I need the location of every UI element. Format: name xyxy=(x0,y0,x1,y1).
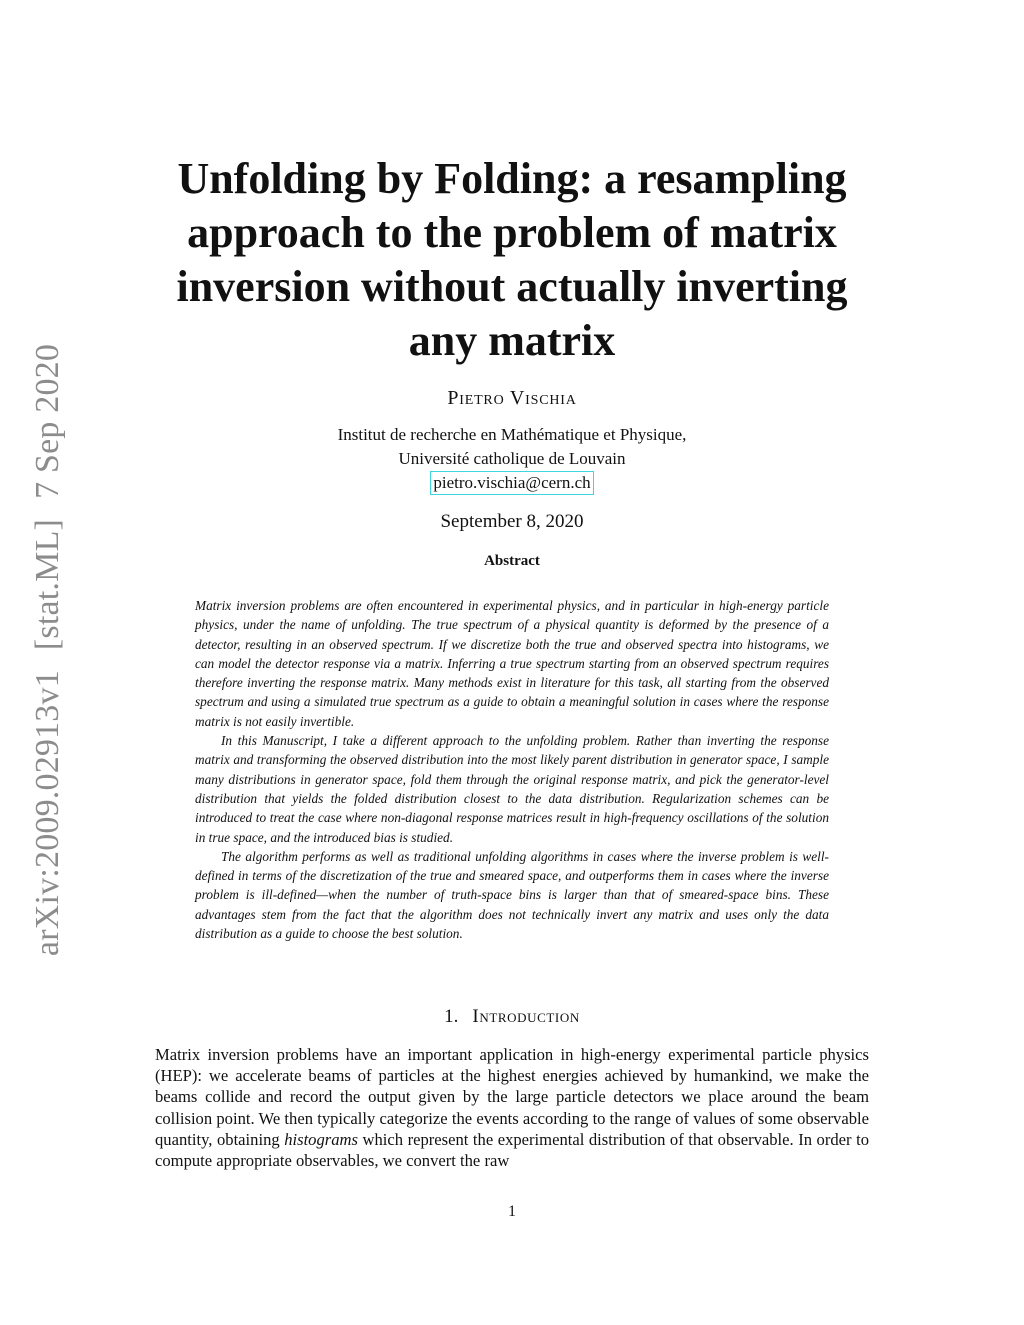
section-title: Introduction xyxy=(472,1006,580,1027)
intro-text-start: Matrix inversion problems have an important application in high-energy experimental particle physics (HEP): we accelerate beams of particles at the highest energies achieved by humankind, we make the beams collide and record the output given by the large particle detectors we place around the beam collision point. We then typically categorize the events according to the range of values of some observable quantity, obtaining xyxy=(155,1045,869,1149)
section-heading-introduction xyxy=(212,1006,812,1028)
author-email-link[interactable]: pietro.vischia@cern.ch xyxy=(430,471,593,495)
abstract-paragraph-1: Matrix inversion problems are often encountered in experimental physics, and in particular in high-energy particle physics, under the name of unfolding. The true spectrum of a physical quantity is deformed by the presence of a detector, resulting in an observed spectrum. If we discretize both the true and observed spectra into histograms, we can model the detector response via a matrix. Inferring a true spectrum starting from an observed spectrum requires therefore inverting the response matrix. Many methods exist in literature for this task, all starting from the observed spectrum and using a simulated true spectrum as a guide to obtain a meaningful solution in cases where the response matrix is not easily invertible. xyxy=(195,598,829,729)
arxiv-category: [stat.ML] xyxy=(29,518,66,651)
page-number: 1 xyxy=(508,1203,516,1220)
introduction-body xyxy=(155,1044,869,1171)
affiliation-block xyxy=(212,423,812,495)
intro-italic-term: histograms xyxy=(284,1129,358,1149)
abstract-body xyxy=(195,596,829,943)
publication-date: September 8, 2020 xyxy=(440,511,584,532)
arxiv-identifier-stamp xyxy=(29,344,67,956)
paper-title: Unfolding by Folding: a resampling approach to the problem of matrix inversion without actually inverting any matrix xyxy=(176,154,848,365)
abstract-paragraph-2: In this Manuscript, I take a different approach to the unfolding problem. Rather than inverting the response matrix and transforming the observed distribution into the most likely parent distribution in generator space, I sample many distributions in generator space, fold them through the original response matrix, and pick the generator-level distribution that yields the folded distribution closest to the data distribution. Regularization schemes can be introduced to treat the case where non-diagonal response matrices result in high-frequency oscillations of the solution in true space, and the introduced bias is studied. xyxy=(195,733,829,845)
section-number: 1. xyxy=(444,1006,459,1027)
abstract-paragraph-3: The algorithm performs as well as traditional unfolding algorithms in cases where the inverse problem is well-defined in terms of the discretization of the true and smeared space, and outperforms them in cases where the inverse problem is ill-defined—when the number of truth-space bins is larger than that of smeared-space bins. These advantages stem from the fact that the algorithm does not technically invert any matrix and uses only the data distribution as a guide to choose the best solution. xyxy=(195,848,829,942)
introduction-paragraph xyxy=(155,1044,869,1171)
intro-text-end: which represent the experimental distribution of that observable. In order to compute appropriate observables, we convert the raw xyxy=(155,1129,870,1171)
email-wrapper xyxy=(212,471,812,495)
arxiv-id: arXiv:2009.02913v1 xyxy=(29,670,66,957)
affiliation-line-1: Institut de recherche en Mathématique et Physique, xyxy=(337,425,687,444)
arxiv-date: 7 Sep 2020 xyxy=(29,343,66,499)
abstract-heading: Abstract xyxy=(484,553,540,569)
affiliation-line-2: Université catholique de Louvain xyxy=(398,449,626,468)
author-name: Pietro Vischia xyxy=(447,387,577,409)
